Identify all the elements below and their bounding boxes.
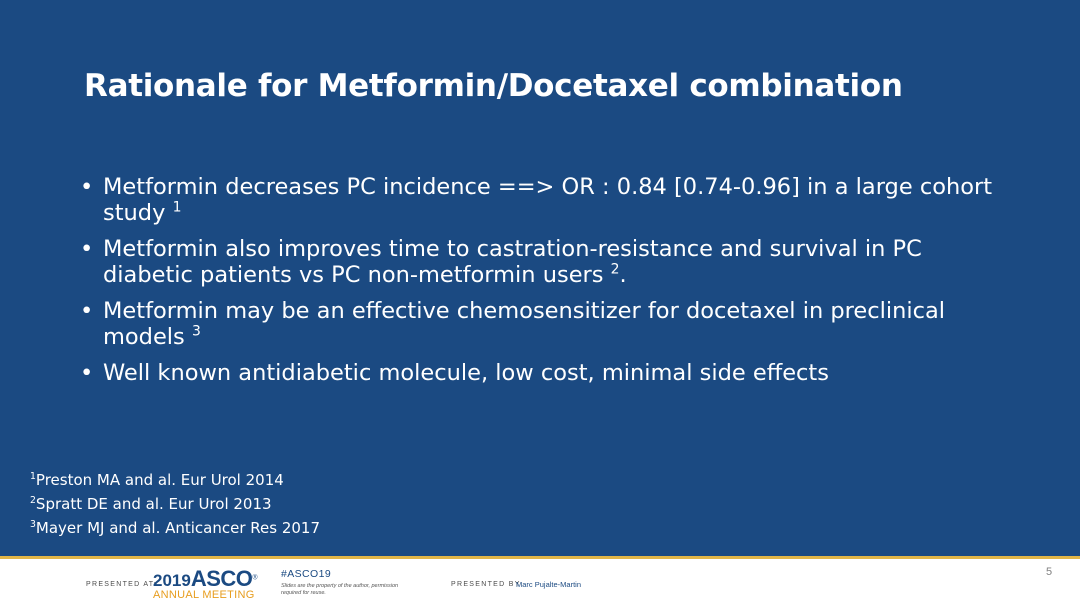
hashtag: #ASCO19 — [281, 568, 332, 580]
logo-meeting: ANNUAL MEETING — [153, 589, 255, 601]
asco-annual-meeting-logo — [153, 566, 263, 602]
reference-text: Mayer MJ and al. Anticancer Res 2017 — [35, 519, 321, 537]
bullet-text: Well known antidiabetic molecule, low cost, minimal side effects — [103, 360, 829, 386]
bullet-item — [80, 360, 1010, 386]
bullet-text: Metformin also improves time to castration-resistance and survival in PC diabetic patients vs PC non-metformin users — [103, 236, 922, 288]
logo-registered-mark: ® — [252, 574, 258, 582]
bullet-item — [80, 236, 1010, 288]
footer — [0, 559, 1080, 608]
presented-at-label: PRESENTED AT: — [86, 581, 157, 588]
reference-item — [30, 492, 320, 516]
bullet-item — [80, 298, 1010, 350]
bullet-text: Metformin decreases PC incidence ==> OR : 0.84 [0.74-0.96] in a large cohort study — [103, 174, 993, 226]
slide-title: Rationale for Metformin/Docetaxel combination — [84, 68, 903, 104]
presenter-name: Marc Pujalte-Martin — [516, 579, 582, 589]
rights-notice: Slides are the property of the author, permission required for reuse. — [281, 583, 399, 596]
bullet-text: Metformin may be an effective chemosensitizer for docetaxel in preclinical models — [103, 298, 946, 350]
page-number: 5 — [1046, 566, 1053, 578]
bullet-citation: 2 — [610, 261, 620, 278]
bullet-citation: 1 — [172, 199, 182, 216]
reference-item — [30, 516, 320, 540]
reference-number: 2 — [30, 495, 36, 506]
reference-item — [30, 468, 320, 492]
logo-year: 2019 — [153, 571, 191, 590]
logo-name: ASCO — [190, 566, 253, 591]
bullet-list — [80, 174, 1010, 396]
bullet-item — [80, 174, 1010, 226]
bullet-suffix: . — [619, 262, 627, 288]
presented-by-label: PRESENTED BY: — [451, 581, 524, 588]
reference-number: 3 — [30, 519, 36, 530]
bullet-citation: 3 — [191, 323, 201, 340]
references — [30, 468, 320, 540]
reference-text: Preston MA and al. Eur Urol 2014 — [35, 471, 284, 489]
reference-number: 1 — [30, 471, 36, 482]
reference-text: Spratt DE and al. Eur Urol 2013 — [35, 495, 272, 513]
